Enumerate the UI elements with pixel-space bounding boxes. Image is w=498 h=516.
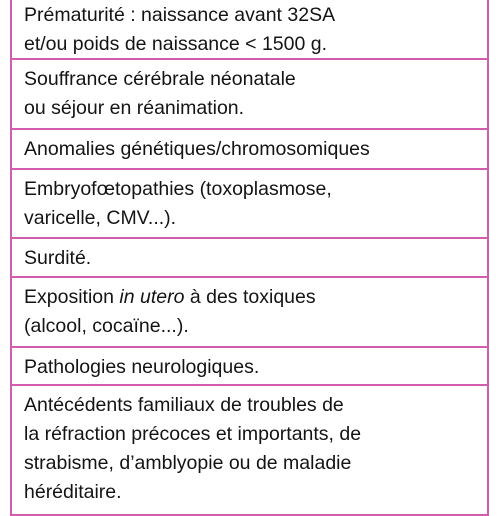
row-text-line: Antécédents familiaux de troubles de: [24, 394, 344, 416]
row-text-line: Anomalies génétiques/chromosomiques: [24, 138, 370, 160]
row-text-line: Surdité.: [24, 247, 92, 269]
table-row: [12, 276, 487, 346]
row-text-line: Prématurité : naissance avant 32SA: [24, 4, 336, 26]
exposure-prefix: Exposition: [24, 286, 120, 308]
table-row: [12, 58, 487, 128]
row-text-line: ou séjour en réanimation.: [24, 97, 245, 119]
row-text-line: Embryofœtopathies (toxoplasmose,: [24, 178, 332, 200]
row-text-line: la réfraction précoces et importants, de: [24, 423, 362, 445]
table-row: [12, 128, 487, 168]
table-row: [12, 346, 487, 384]
row-text-line: varicelle, CMV...).: [24, 207, 177, 229]
table-row: [12, 237, 487, 276]
row-text-line: [24, 283, 477, 312]
table-row: [12, 0, 487, 58]
table-row: [12, 384, 487, 514]
row-text-line: héréditaire.: [24, 481, 122, 503]
exposure-suffix: à des toxiques: [184, 286, 316, 308]
row-text-line: Souffrance cérébrale néonatale: [24, 68, 296, 90]
row-text-line: strabisme, d’amblyopie ou de maladie: [24, 452, 352, 474]
row-text-line: (alcool, cocaïne...).: [24, 315, 189, 337]
in-utero-italic: in utero: [119, 286, 185, 308]
risk-factors-table: [10, 0, 489, 516]
row-text-line: Pathologies neurologiques.: [24, 356, 260, 378]
row-text-line: et/ou poids de naissance < 1500 g.: [24, 33, 328, 55]
table-row: [12, 168, 487, 237]
